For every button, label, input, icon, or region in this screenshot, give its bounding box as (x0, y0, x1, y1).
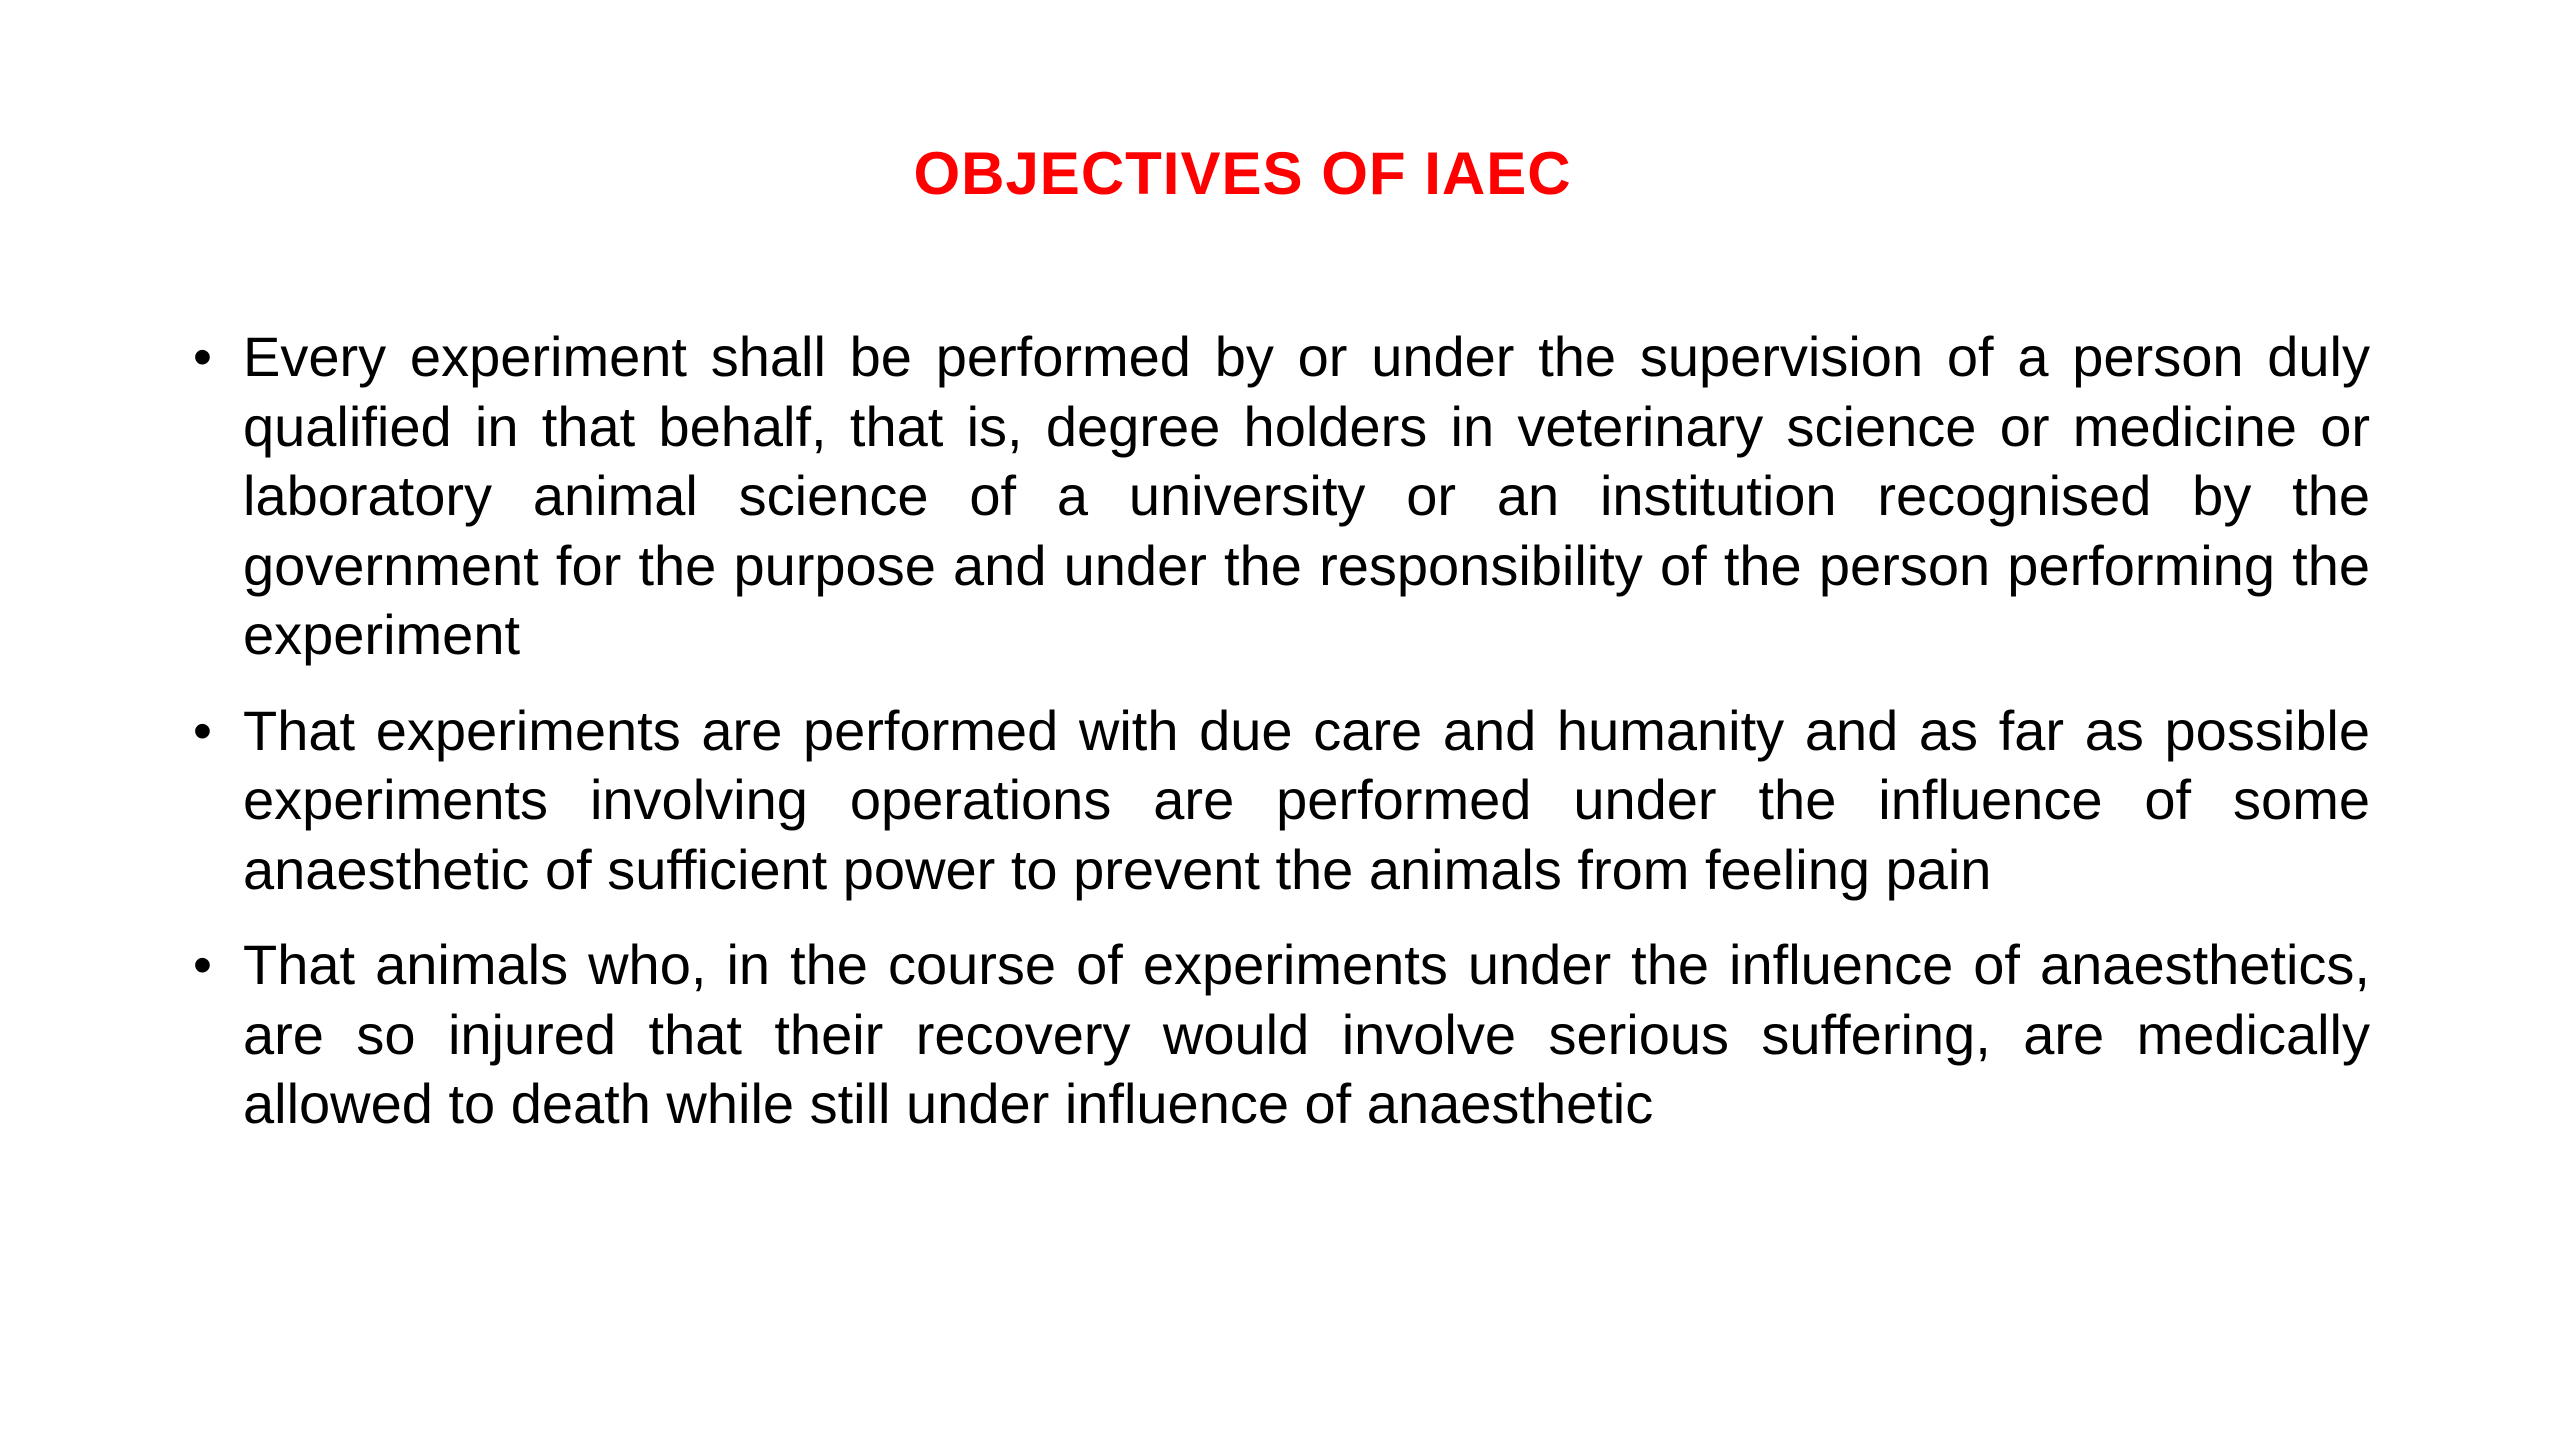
bullet-text: That animals who, in the course of experiments under the influence of anaesthetics, are so injured that their recovery would involve serious suffering, are medically allowed to death while still under influence of anaesthetic (243, 933, 2370, 1135)
bullet-dot-icon: • (193, 700, 212, 761)
bullet-item (193, 696, 2370, 905)
bullet-dot-icon: • (193, 935, 212, 995)
bullet-text: Every experiment shall be performed by or under the supervision of a person duly qualified in that behalf, that is, degree holders in veterinary science or medicine or laboratory animal science of a university or an institution recognised by the government for the purpose and under the responsibility of the person performing the experiment (243, 325, 2370, 666)
bullet-dot-icon: • (193, 327, 212, 387)
bullet-list (193, 322, 2370, 1165)
slide-title: OBJECTIVES OF IAEC (913, 140, 1572, 207)
bullet-item (193, 930, 2370, 1139)
bullet-item (193, 322, 2370, 670)
bullet-text: That experiments are performed with due care and humanity and as far as possible experiments involving operations are performed under the influence of some anaesthetic of sufficient power to prevent the animals from feeling pain (243, 698, 2370, 901)
